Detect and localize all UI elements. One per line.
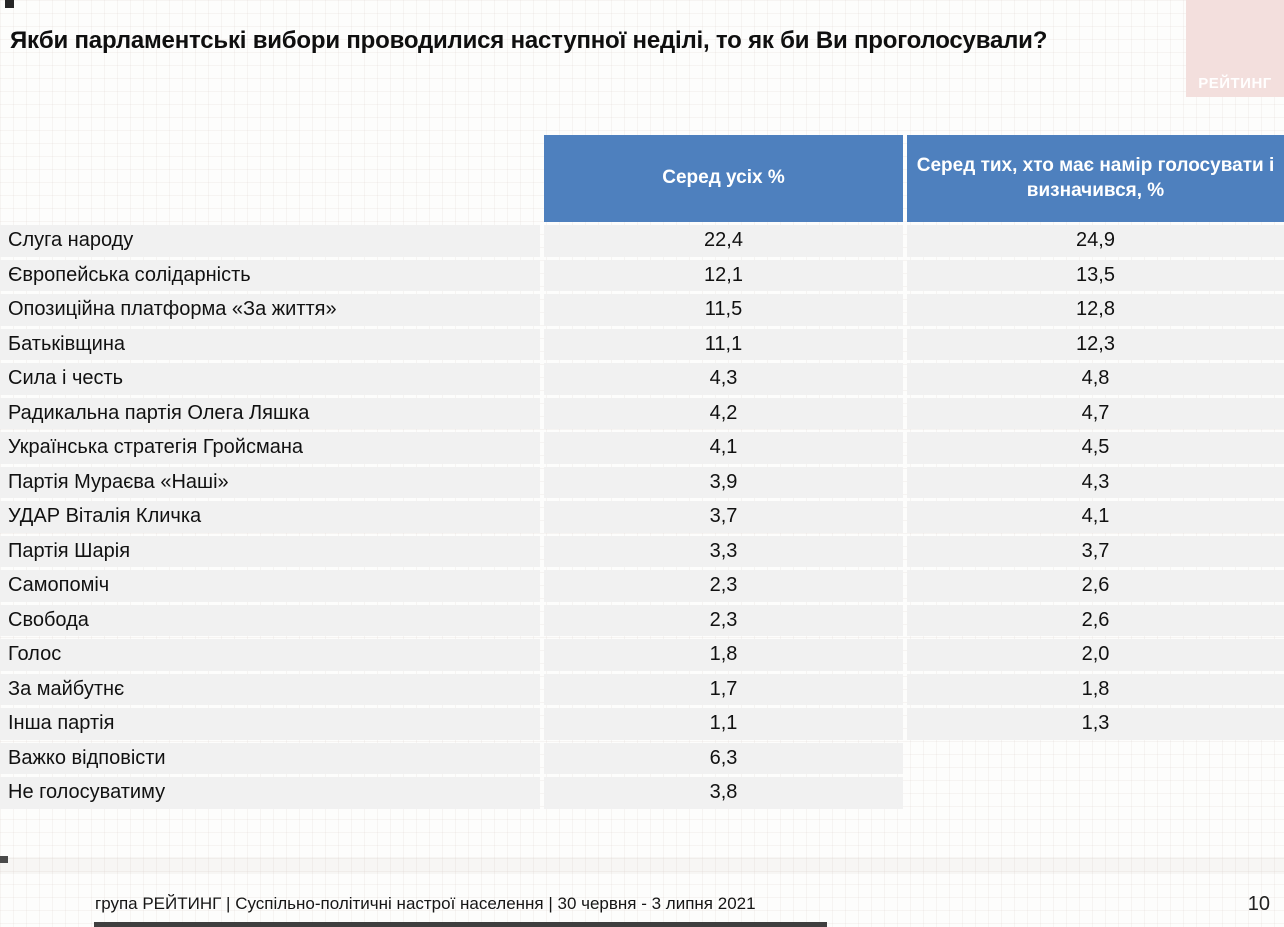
party-label: Партія Мураєва «Наші» — [0, 467, 540, 499]
party-label: УДАР Віталія Кличка — [0, 501, 540, 533]
value-decided: 3,7 — [907, 536, 1284, 568]
footer-divider-band — [0, 857, 1284, 874]
party-label: Радикальна партія Олега Ляшка — [0, 398, 540, 430]
value-decided: 4,5 — [907, 432, 1284, 464]
value-decided: 2,0 — [907, 639, 1284, 671]
value-all: 12,1 — [544, 260, 903, 292]
value-decided-empty — [907, 743, 1284, 775]
value-all: 1,7 — [544, 674, 903, 706]
header-cell-among-decided: Серед тих, хто має намір голосувати і визначився, % — [907, 135, 1284, 222]
footer-source: група РЕЙТИНГ | Суспільно-політичні настрої населення | 30 червня - 3 липня 2021 — [95, 894, 756, 913]
value-all: 11,5 — [544, 294, 903, 326]
party-label: Не голосуватиму — [0, 777, 540, 809]
party-label: За майбутнє — [0, 674, 540, 706]
value-all: 2,3 — [544, 570, 903, 602]
value-decided: 4,7 — [907, 398, 1284, 430]
value-all: 3,9 — [544, 467, 903, 499]
results-table — [0, 135, 1284, 809]
page-number: 10 — [1247, 893, 1270, 915]
party-label: Важко відповісти — [0, 743, 540, 775]
left-edge-tick-mark — [0, 856, 8, 863]
party-label: Самопоміч — [0, 570, 540, 602]
rating-logo-label: РЕЙТИНГ — [1198, 75, 1272, 92]
party-label: Голос — [0, 639, 540, 671]
value-decided: 24,9 — [907, 225, 1284, 257]
party-label: Європейська солідарність — [0, 260, 540, 292]
value-all: 4,3 — [544, 363, 903, 395]
top-left-tick-mark — [5, 0, 14, 8]
value-decided: 2,6 — [907, 570, 1284, 602]
value-all: 3,7 — [544, 501, 903, 533]
value-decided: 4,1 — [907, 501, 1284, 533]
value-decided: 13,5 — [907, 260, 1284, 292]
value-all: 1,8 — [544, 639, 903, 671]
party-label: Українська стратегія Гройсмана — [0, 432, 540, 464]
value-decided: 12,3 — [907, 329, 1284, 361]
party-label: Опозиційна платформа «За життя» — [0, 294, 540, 326]
value-decided-empty — [907, 777, 1284, 809]
party-label: Батьківщина — [0, 329, 540, 361]
value-all: 3,8 — [544, 777, 903, 809]
party-label: Партія Шарія — [0, 536, 540, 568]
party-label: Сила і честь — [0, 363, 540, 395]
rating-group-logo — [1186, 0, 1284, 97]
value-decided: 12,8 — [907, 294, 1284, 326]
value-all: 6,3 — [544, 743, 903, 775]
value-decided: 1,3 — [907, 708, 1284, 740]
bottom-bar — [94, 922, 827, 927]
value-all: 22,4 — [544, 225, 903, 257]
value-all: 1,1 — [544, 708, 903, 740]
value-decided: 4,8 — [907, 363, 1284, 395]
value-all: 2,3 — [544, 605, 903, 637]
header-cell-among-all: Серед усіх % — [544, 135, 903, 222]
party-label: Слуга народу — [0, 225, 540, 257]
value-all: 11,1 — [544, 329, 903, 361]
value-decided: 4,3 — [907, 467, 1284, 499]
value-decided: 2,6 — [907, 605, 1284, 637]
value-all: 4,2 — [544, 398, 903, 430]
header-cell-empty — [0, 135, 540, 222]
value-all: 4,1 — [544, 432, 903, 464]
party-label: Свобода — [0, 605, 540, 637]
value-decided: 1,8 — [907, 674, 1284, 706]
party-label: Інша партія — [0, 708, 540, 740]
page-title: Якби парламентські вибори проводилися наступної неділі, то як би Ви проголосували? — [10, 27, 1048, 54]
value-all: 3,3 — [544, 536, 903, 568]
